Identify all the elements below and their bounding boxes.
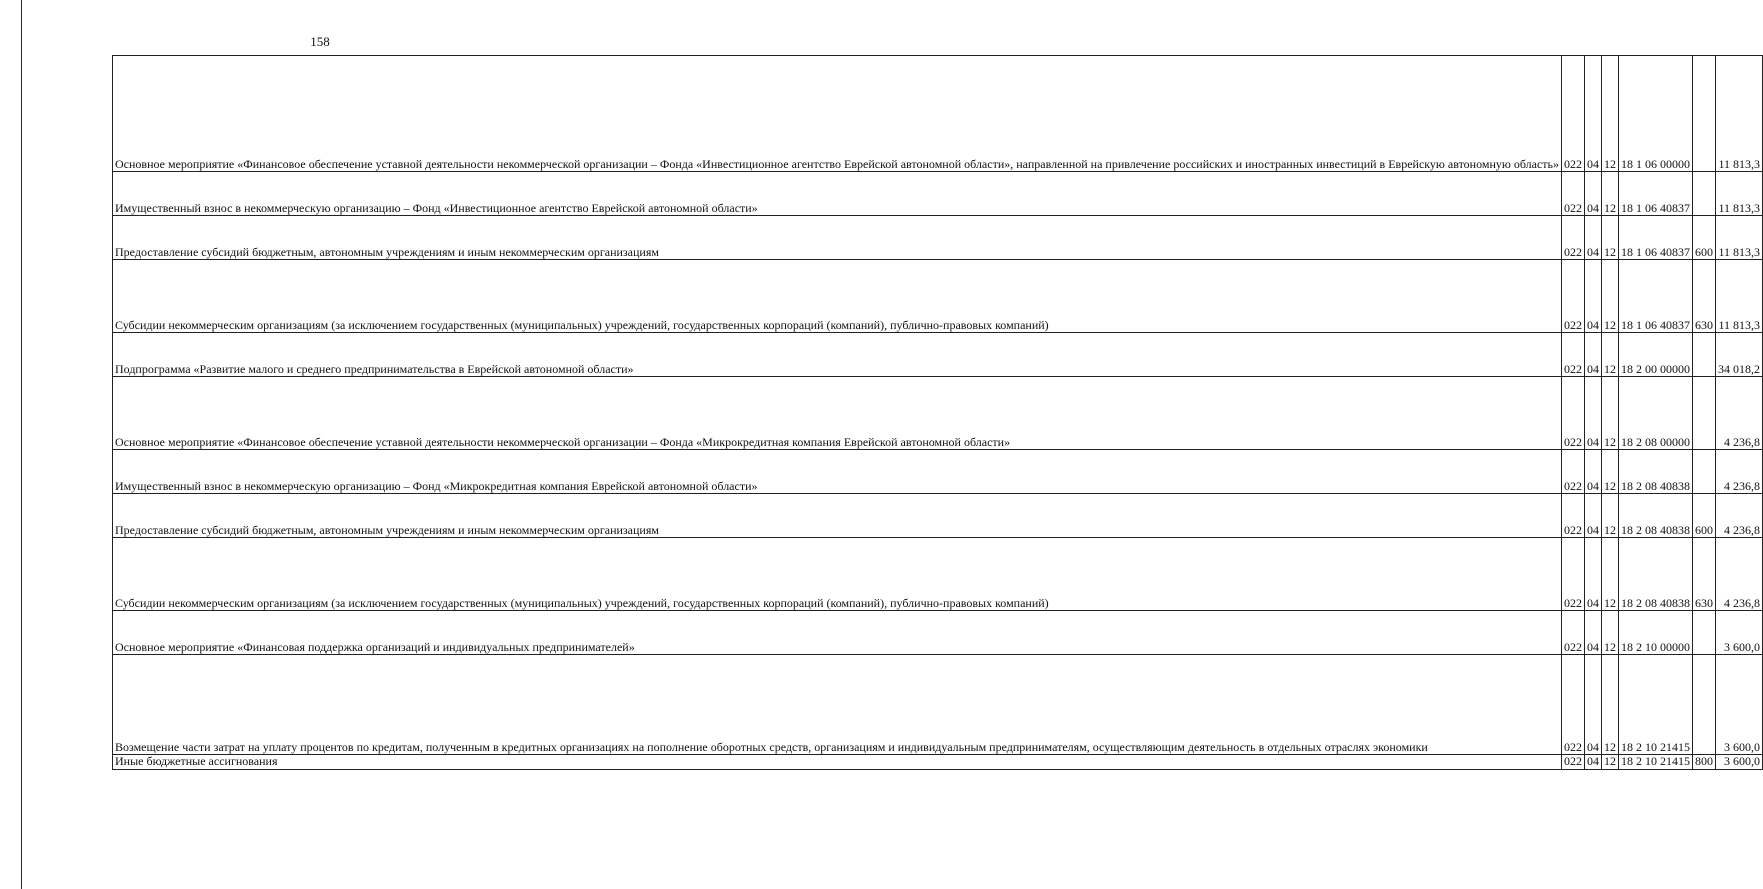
admin-code-cell: 022 — [1562, 450, 1585, 494]
amount-cell: 34 018,2 — [1716, 333, 1763, 377]
row-name-cell: Подпрограмма «Развитие малого и среднего предпринимательства в Еврейской автономной области» — [113, 333, 1562, 377]
admin-code-cell: 022 — [1562, 333, 1585, 377]
amount-cell: 11 813,3 — [1716, 56, 1763, 172]
target-article-cell: 18 2 10 21415 — [1619, 755, 1693, 770]
admin-code-cell: 022 — [1562, 216, 1585, 260]
amount-cell: 3 600,0 — [1716, 611, 1763, 655]
table-row — [113, 377, 1763, 450]
table-row — [113, 333, 1763, 377]
row-name-cell: Основное мероприятие «Финансовая поддержка организаций и индивидуальных предпринимателей» — [113, 611, 1562, 655]
target-article-cell: 18 2 10 00000 — [1619, 611, 1693, 655]
section-code-cell: 04 — [1585, 538, 1602, 611]
expense-type-cell: 600 — [1693, 494, 1716, 538]
row-name-cell: Субсидии некоммерческим организациям (за исключением государственных (муниципальных) учреждений, государственных корпораций (компаний), публично-правовых компаний) — [113, 260, 1562, 333]
section-code-cell: 04 — [1585, 377, 1602, 450]
amount-cell: 11 813,3 — [1716, 172, 1763, 216]
section-code-cell: 04 — [1585, 333, 1602, 377]
target-article-cell: 18 1 06 40837 — [1619, 260, 1693, 333]
section-code-cell: 04 — [1585, 56, 1602, 172]
admin-code-cell: 022 — [1562, 611, 1585, 655]
subsection-code-cell: 12 — [1602, 172, 1619, 216]
row-name-cell: Основное мероприятие «Финансовое обеспечение уставной деятельности некоммерческой организации – Фонда «Инвестиционное агентство Еврейской автономной области», направленной на привлечение российских и иностранных инвестиций в Еврейскую автономную область» — [113, 56, 1562, 172]
section-code-cell: 04 — [1585, 216, 1602, 260]
budget-table-body — [113, 56, 1763, 770]
amount-cell: 4 236,8 — [1716, 494, 1763, 538]
target-article-cell: 18 2 08 40838 — [1619, 494, 1693, 538]
admin-code-cell: 022 — [1562, 260, 1585, 333]
target-article-cell: 18 1 06 40837 — [1619, 172, 1693, 216]
expense-type-cell — [1693, 333, 1716, 377]
table-row — [113, 450, 1763, 494]
amount-cell: 11 813,3 — [1716, 260, 1763, 333]
subsection-code-cell: 12 — [1602, 538, 1619, 611]
row-name-cell: Предоставление субсидий бюджетным, автономным учреждениям и иным некоммерческим организациям — [113, 216, 1562, 260]
binding-margin-line — [21, 0, 22, 889]
row-name-cell: Иные бюджетные ассигнования — [113, 755, 1562, 770]
amount-cell: 4 236,8 — [1716, 538, 1763, 611]
section-code-cell: 04 — [1585, 260, 1602, 333]
admin-code-cell: 022 — [1562, 56, 1585, 172]
target-article-cell: 18 2 08 40838 — [1619, 450, 1693, 494]
row-name-cell: Субсидии некоммерческим организациям (за исключением государственных (муниципальных) учреждений, государственных корпораций (компаний), публично-правовых компаний) — [113, 538, 1562, 611]
table-row — [113, 538, 1763, 611]
section-code-cell: 04 — [1585, 655, 1602, 755]
row-name-cell: Имущественный взнос в некоммерческую организацию – Фонд «Микрокредитная компания Еврейской автономной области» — [113, 450, 1562, 494]
expense-type-cell — [1693, 611, 1716, 655]
expense-type-cell: 630 — [1693, 260, 1716, 333]
expense-type-cell: 630 — [1693, 538, 1716, 611]
target-article-cell: 18 2 00 00000 — [1619, 333, 1693, 377]
page-number: 158 — [310, 34, 330, 49]
table-row — [113, 172, 1763, 216]
target-article-cell: 18 1 06 00000 — [1619, 56, 1693, 172]
subsection-code-cell: 12 — [1602, 611, 1619, 655]
amount-cell: 3 600,0 — [1716, 655, 1763, 755]
row-name-cell: Возмещение части затрат на уплату процентов по кредитам, полученным в кредитных организациях на пополнение оборотных средств, организациям и индивидуальным предпринимателям, осуществляющим деятельность в отдельных отраслях экономики — [113, 655, 1562, 755]
budget-table — [112, 55, 1763, 770]
row-name-cell: Предоставление субсидий бюджетным, автономным учреждениям и иным некоммерческим организациям — [113, 494, 1562, 538]
subsection-code-cell: 12 — [1602, 333, 1619, 377]
amount-cell: 4 236,8 — [1716, 377, 1763, 450]
table-row — [113, 655, 1763, 755]
amount-cell: 4 236,8 — [1716, 450, 1763, 494]
section-code-cell: 04 — [1585, 494, 1602, 538]
table-row — [113, 216, 1763, 260]
expense-type-cell: 800 — [1693, 755, 1716, 770]
admin-code-cell: 022 — [1562, 538, 1585, 611]
table-row — [113, 56, 1763, 172]
table-row — [113, 494, 1763, 538]
expense-type-cell: 600 — [1693, 216, 1716, 260]
amount-cell: 3 600,0 — [1716, 755, 1763, 770]
table-row — [113, 611, 1763, 655]
expense-type-cell — [1693, 56, 1716, 172]
admin-code-cell: 022 — [1562, 755, 1585, 770]
admin-code-cell: 022 — [1562, 377, 1585, 450]
table-row — [113, 260, 1763, 333]
target-article-cell: 18 2 08 00000 — [1619, 377, 1693, 450]
section-code-cell: 04 — [1585, 450, 1602, 494]
expense-type-cell — [1693, 655, 1716, 755]
subsection-code-cell: 12 — [1602, 56, 1619, 172]
subsection-code-cell: 12 — [1602, 216, 1619, 260]
amount-cell: 11 813,3 — [1716, 216, 1763, 260]
subsection-code-cell: 12 — [1602, 494, 1619, 538]
expense-type-cell — [1693, 172, 1716, 216]
target-article-cell: 18 1 06 40837 — [1619, 216, 1693, 260]
expense-type-cell — [1693, 377, 1716, 450]
section-code-cell: 04 — [1585, 755, 1602, 770]
target-article-cell: 18 2 10 21415 — [1619, 655, 1693, 755]
subsection-code-cell: 12 — [1602, 755, 1619, 770]
subsection-code-cell: 12 — [1602, 377, 1619, 450]
section-code-cell: 04 — [1585, 172, 1602, 216]
section-code-cell: 04 — [1585, 611, 1602, 655]
admin-code-cell: 022 — [1562, 655, 1585, 755]
admin-code-cell: 022 — [1562, 172, 1585, 216]
expense-type-cell — [1693, 450, 1716, 494]
subsection-code-cell: 12 — [1602, 450, 1619, 494]
admin-code-cell: 022 — [1562, 494, 1585, 538]
subsection-code-cell: 12 — [1602, 655, 1619, 755]
target-article-cell: 18 2 08 40838 — [1619, 538, 1693, 611]
subsection-code-cell: 12 — [1602, 260, 1619, 333]
row-name-cell: Имущественный взнос в некоммерческую организацию – Фонд «Инвестиционное агентство Еврейской автономной области» — [113, 172, 1562, 216]
table-row — [113, 755, 1763, 770]
row-name-cell: Основное мероприятие «Финансовое обеспечение уставной деятельности некоммерческой организации – Фонда «Микрокредитная компания Еврейской автономной области» — [113, 377, 1562, 450]
